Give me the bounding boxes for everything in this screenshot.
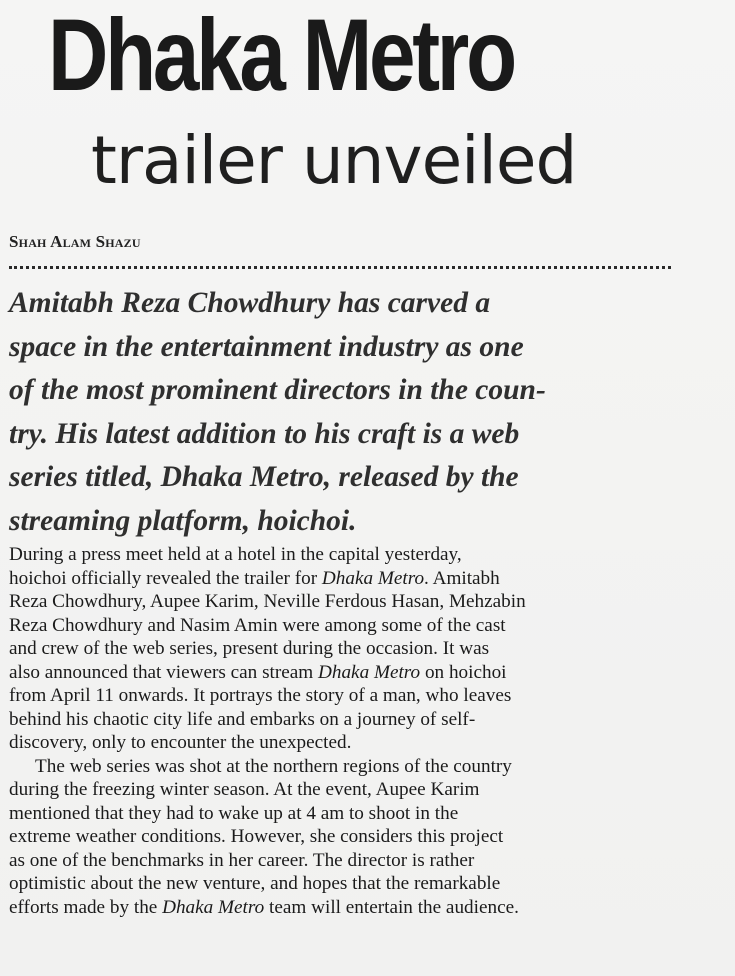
- body-line: During a press meet held at a hotel in the capital yesterday,: [9, 544, 462, 565]
- body-text: . Amitabh: [424, 567, 500, 589]
- body-line: behind his chaotic city life and embarks on a journey of self-: [9, 708, 476, 730]
- lede-line: space in the entertainment industry as one: [9, 330, 524, 363]
- body-line: Reza Chowdhury and Nasim Amin were among some of the cast: [9, 614, 506, 636]
- body-line: from April 11 onwards. It portrays the story of a man, who leaves: [9, 685, 512, 706]
- series-title-reference: Dhaka Metro: [321, 567, 425, 589]
- series-title-reference: Dhaka Metro: [162, 896, 265, 918]
- body-line: Reza Chowdhury, Aupee Karim, Neville Ferdous Hasan, Mehzabin: [9, 591, 526, 612]
- body-line: and crew of the web series, present during the occasion. It was: [9, 638, 490, 659]
- body-line: mentioned that they had to wake up at 4 am to shoot in the: [9, 802, 459, 824]
- lede-line: of the most prominent directors in the coun-: [9, 374, 546, 407]
- series-title-reference: Dhaka Metro: [318, 661, 421, 683]
- body-line: extreme weather conditions. However, she considers this project: [9, 826, 504, 847]
- article-body: [9, 543, 699, 919]
- headline: Dhaka Metro: [48, 0, 514, 112]
- body-text: on hoichoi: [420, 661, 507, 683]
- body-text: team will entertain the audience.: [264, 896, 519, 918]
- dotted-separator: [9, 266, 671, 269]
- body-line: The web series was shot at the northern regions of the country: [35, 755, 512, 777]
- body-line: [9, 567, 699, 591]
- body-line: during the freezing winter season. At the event, Aupee Karim: [9, 779, 480, 800]
- body-text: hoichoi officially revealed the trailer for: [9, 567, 322, 589]
- lede-line: try. His latest addition to his craft is a web: [9, 417, 520, 450]
- body-line: [9, 896, 699, 920]
- lede-line: series titled, Dhaka Metro, released by the: [9, 461, 519, 494]
- body-line: optimistic about the new venture, and hopes that the remarkable: [9, 873, 501, 894]
- body-line: discovery, only to encounter the unexpected.: [9, 732, 352, 753]
- body-text: also announced that viewers can stream: [9, 661, 319, 683]
- subheadline: trailer unveiled: [91, 122, 577, 199]
- lede-line: streaming platform, hoichoi.: [9, 504, 357, 537]
- byline: Shah Alam Shazu: [9, 232, 141, 251]
- body-line: as one of the benchmarks in her career. The director is rather: [9, 849, 475, 871]
- body-text: efforts made by the: [9, 896, 163, 918]
- lede-line: Amitabh Reza Chowdhury has carved a: [9, 287, 491, 319]
- body-line: [9, 661, 699, 685]
- lede-paragraph: [9, 282, 684, 544]
